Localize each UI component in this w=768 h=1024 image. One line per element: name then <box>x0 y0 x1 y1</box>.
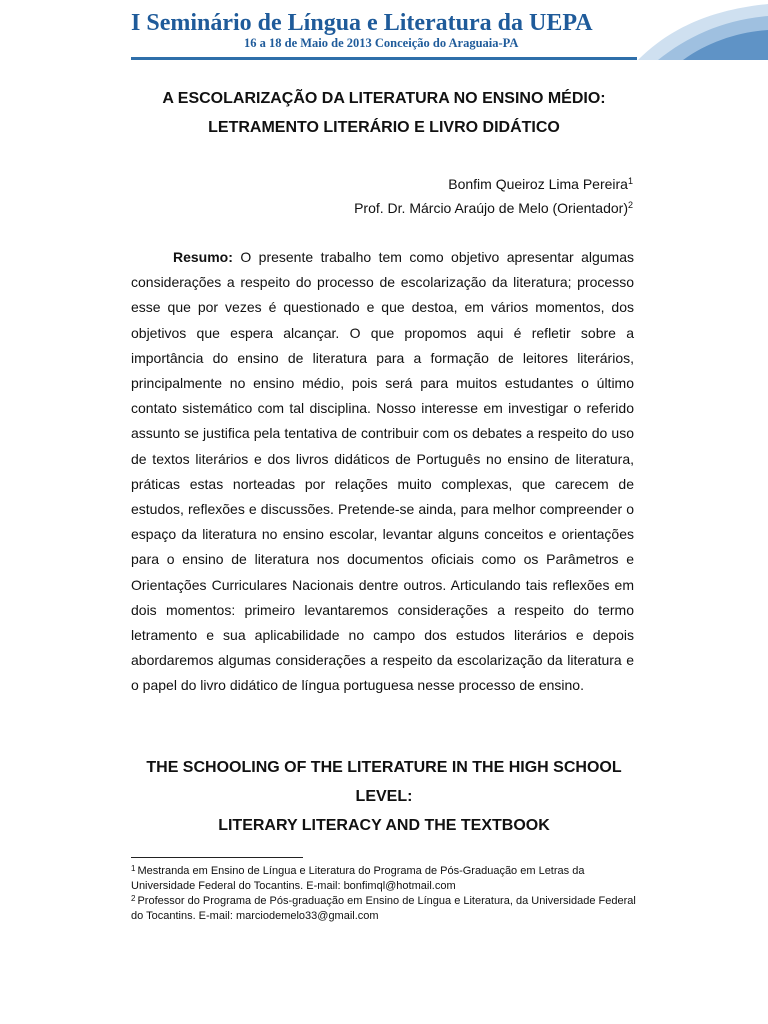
english-title-line-2: LEVEL: <box>355 788 413 805</box>
author-1-footnote-mark: 1 <box>627 176 633 186</box>
author-1-name: Bonfim Queiroz Lima Pereira <box>448 176 628 192</box>
footnote-1 <box>131 864 637 893</box>
footnote-1-mark: 1 <box>131 864 136 873</box>
footnote-divider <box>131 857 303 858</box>
footnotes <box>131 864 637 924</box>
footnote-2 <box>131 894 637 923</box>
author-list <box>354 172 633 220</box>
footnote-2-mark: 2 <box>131 894 136 903</box>
footnote-2-text: Professor do Programa de Pós-graduação em Ensino de Língua e Literatura, da Universidade Federal do Tocantins. E-mail: marciodemelo33@gmail.com <box>131 895 636 922</box>
header-divider <box>131 57 637 60</box>
header-swoosh-decoration <box>628 0 768 60</box>
paper-title-line-1: A ESCOLARIZAÇÃO DA LITERATURA NO ENSINO MÉDIO: <box>162 90 606 107</box>
abstract-text: O presente trabalho tem como objetivo apresentar algumas considerações a respeito do processo de escolarização da literatura; processo esse que por vezes é questionado e que destoa, em vários momentos, dos objetivos que espera alcançar. O que propomos aqui é refletir sobre a importância do ensino de literatura para a formação de leitores literários, principalmente no ensino médio, pois será para muitos estudantes o último contato sistemático com tal disciplina. Nosso interesse em investigar o referido assunto se justifica pela tentativa de contribuir com os debates a respeito do uso de textos literários e dos livros didáticos de Português no ensino de literatura, práticas estas norteadas por relações muito complexas, que carecem de estudos, reflexões e discussões. Pretende-se ainda, para melhor compreender o espaço da literatura no ensino escolar, levantar alguns conceitos e orientações para o ensino de literatura nos documentos oficiais como os Parâmetros e Orientações Curriculares Nacionais dentre outros. Articulando tais reflexões em dois momentos: primeiro levantaremos considerações a respeito do termo letramento e sua aplicabilidade no campo dos estudos literários e depois abordaremos algumas considerações a respeito da escolarização da literatura e o papel do livro didático de língua portuguesa nesse processo de ensino. <box>131 249 634 694</box>
english-title-line-1: THE SCHOOLING OF THE LITERATURE IN THE HIGH SCHOOL <box>146 759 622 776</box>
conference-header <box>131 0 768 62</box>
author-2 <box>354 196 633 220</box>
english-title-line-3: LITERARY LITERACY AND THE TEXTBOOK <box>218 817 550 834</box>
author-2-name: Prof. Dr. Márcio Araújo de Melo (Orientador) <box>354 200 628 216</box>
footnote-1-text: Mestranda em Ensino de Língua e Literatura do Programa de Pós-Graduação em Letras da Universidade Federal do Tocantins. E-mail: bonfimql@hotmail.com <box>131 865 585 892</box>
author-2-footnote-mark: 2 <box>627 200 633 210</box>
paper-title <box>131 84 637 142</box>
abstract-paragraph <box>131 245 634 699</box>
paper-title-line-2: LETRAMENTO LITERÁRIO E LIVRO DIDÁTICO <box>208 119 560 136</box>
abstract-label: Resumo: <box>173 249 233 265</box>
conference-date-location: 16 a 18 de Maio de 2013 Conceição do Araguaia-PA <box>244 36 519 50</box>
conference-title: I Seminário de Língua e Literatura da UEPA <box>131 10 593 36</box>
author-1 <box>354 172 633 196</box>
english-title <box>131 753 637 840</box>
